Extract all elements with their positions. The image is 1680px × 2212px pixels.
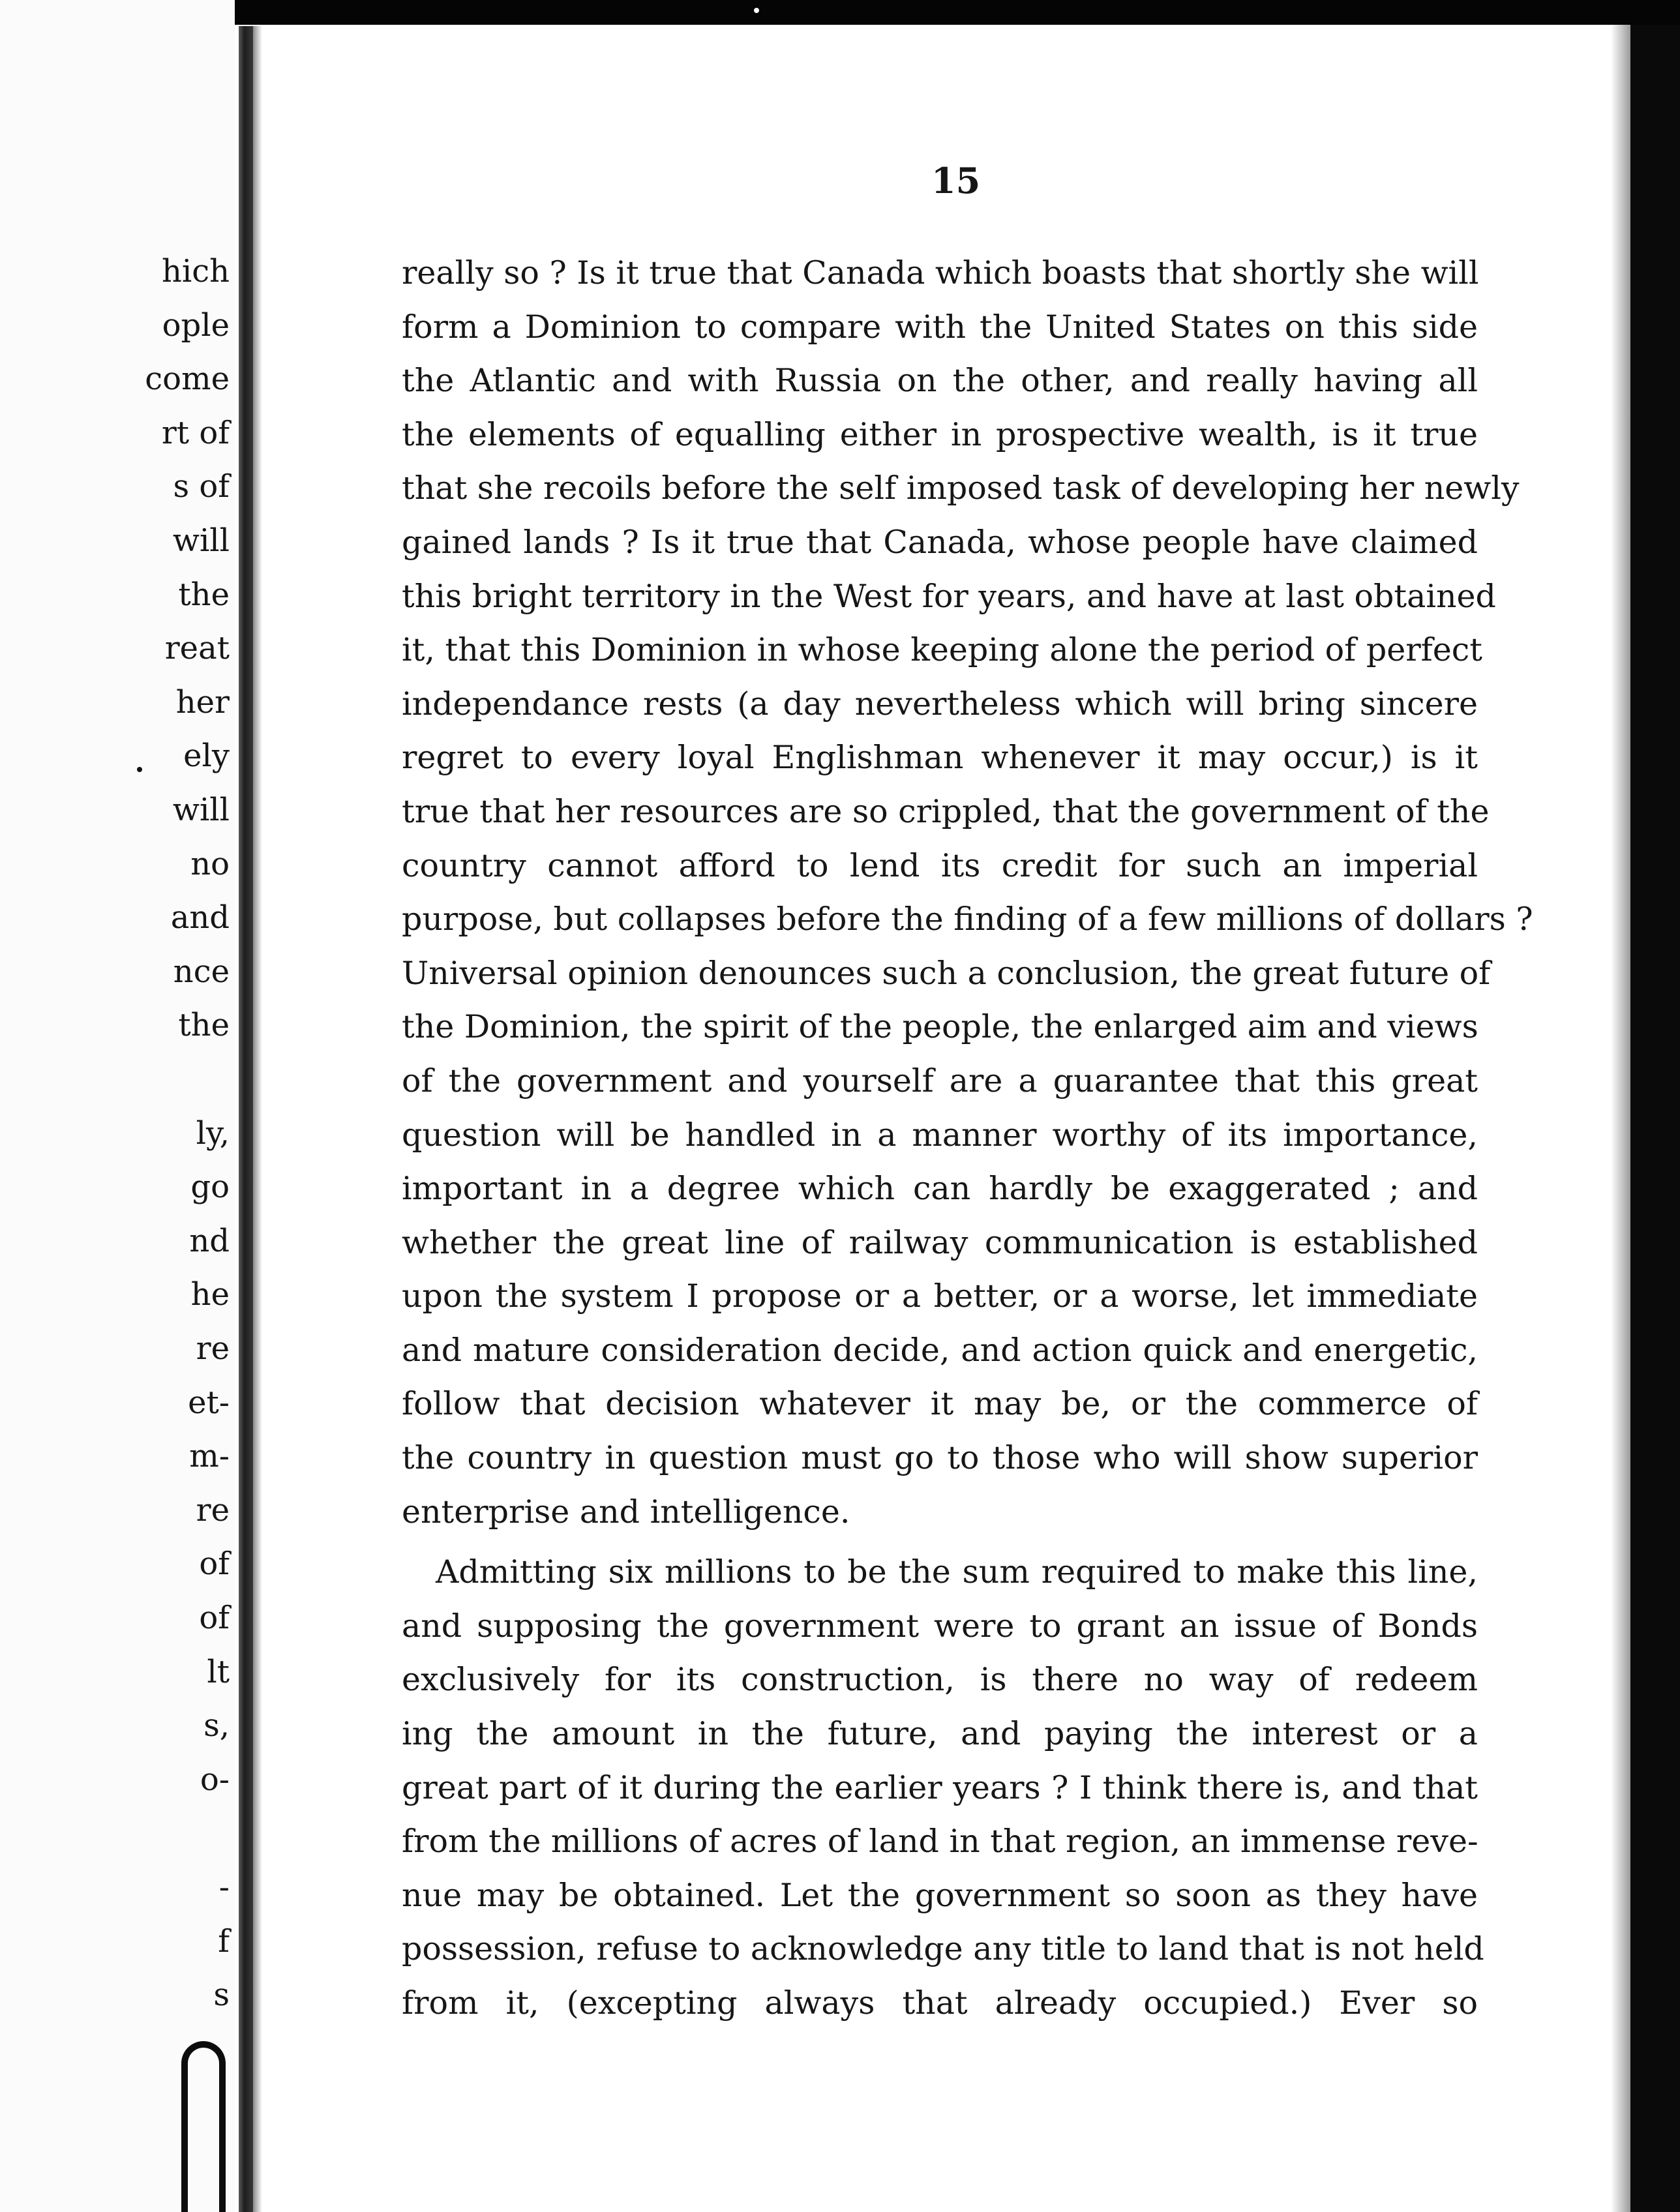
text-line: whether the great line of railway communication is established xyxy=(402,1223,1478,1261)
text-line: upon the system I propose or a better, or a worse, let immediate xyxy=(402,1278,1478,1315)
left-page-fragment: lt xyxy=(207,1653,230,1690)
text-line: it, that this Dominion in whose keeping alone the period of perfect xyxy=(402,631,1482,669)
text-line: Admitting six millions to be the sum required to make this line, xyxy=(436,1553,1478,1591)
text-line: Universal opinion denounces such a conclusion, the great future of xyxy=(402,954,1491,992)
left-page-fragment: no xyxy=(190,845,230,882)
left-page-fragment: he xyxy=(190,1276,230,1313)
left-page-fragment: her xyxy=(175,683,230,721)
left-page-fragment: s of xyxy=(173,468,230,505)
left-page-fragment: will xyxy=(172,792,230,828)
text-line: really so ? Is it true that Canada which boasts that shortly she will xyxy=(402,254,1479,291)
left-page-fragment: of xyxy=(199,1600,230,1636)
left-page-fragment: f xyxy=(218,1922,230,1960)
text-line: purpose, but collapses before the finding of a few millions of dollars ? xyxy=(402,901,1533,938)
text-line: gained lands ? Is it true that Canada, whose people have claimed xyxy=(402,523,1478,561)
text-line: of the government and yourself are a guarantee that this great xyxy=(402,1062,1478,1099)
text-line: from the millions of acres of land in that region, an immense reve- xyxy=(402,1823,1478,1861)
top-scan-edge xyxy=(235,0,1680,25)
left-page-fragment: et- xyxy=(188,1384,230,1421)
left-page-fragment: nd xyxy=(189,1222,230,1259)
left-page-fragment: s, xyxy=(203,1707,230,1744)
left-page-fragment: ople xyxy=(162,306,230,344)
text-line: important in a degree which can hardly be exaggerated ; and xyxy=(402,1170,1478,1208)
left-page-fragment: re xyxy=(196,1491,230,1529)
text-line: independance rests (a day nevertheless which will bring sincere xyxy=(402,685,1478,723)
left-page-fragment: will xyxy=(172,522,230,559)
left-page-fragment: go xyxy=(190,1169,230,1206)
text-line: the Dominion, the spirit of the people, the enlarged aim and views xyxy=(402,1008,1478,1046)
text-line: the elements of equalling either in prospective wealth, is it true xyxy=(402,415,1478,453)
text-line: question will be handled in a manner worthy of its importance, xyxy=(402,1116,1478,1154)
left-facing-page xyxy=(0,0,235,2212)
text-line: true that her resources are so crippled, that the government of the xyxy=(402,792,1490,830)
left-page-fragment: - xyxy=(218,1869,230,1906)
text-line: form a Dominion to compare with the United States on this side xyxy=(402,308,1478,346)
text-line: exclusively for its construction, is there no way of redeem xyxy=(402,1661,1478,1699)
right-page-shadow xyxy=(1611,25,1630,2212)
text-line: follow that decision whatever it may be, or the commerce of xyxy=(402,1385,1478,1423)
text-line: the country in question must go to those who will show superior xyxy=(402,1439,1478,1477)
left-page-fragment: re xyxy=(196,1330,230,1367)
text-line: this bright territory in the West for years, and have at last obtained xyxy=(402,577,1496,615)
left-page-fragment: m- xyxy=(189,1438,230,1475)
left-page-fragment: the xyxy=(178,576,230,613)
text-line: possession, refuse to acknowledge any title to land that is not held xyxy=(402,1930,1484,1968)
right-scan-edge xyxy=(1630,25,1680,2212)
text-line: regret to every loyal Englishman whenever it may occur,) is it xyxy=(402,739,1478,777)
text-line: great part of it during the earlier years ? I think there is, and that xyxy=(402,1769,1478,1806)
body-text xyxy=(402,247,1533,2031)
text-line: and supposing the government were to grant an issue of Bonds xyxy=(402,1607,1478,1645)
left-page-fragment: hich xyxy=(161,253,230,290)
left-page-fragment: the xyxy=(178,1007,230,1044)
left-page-fragment: o- xyxy=(200,1761,230,1798)
text-line: and mature consideration decide, and action quick and energetic, xyxy=(402,1331,1478,1369)
text-line: nue may be obtained. Let the government so soon as they have xyxy=(402,1876,1478,1914)
left-page-fragment: ly, xyxy=(196,1114,230,1152)
text-line: from it, (excepting always that already occupied.) Ever so xyxy=(402,1984,1478,2022)
text-line: the Atlantic and with Russia on the other, and really having all xyxy=(402,362,1478,400)
page-number: 15 xyxy=(931,160,981,202)
left-page-fragment: s xyxy=(213,1977,230,2014)
text-line: ing the amount in the future, and paying the interest or a xyxy=(402,1715,1478,1753)
left-page-fragment: reat xyxy=(164,630,230,667)
left-page-fragment: come xyxy=(145,361,230,398)
left-page-fragment: ely xyxy=(183,738,230,775)
ink-speck xyxy=(754,8,759,13)
text-line: enterprise and intelligence. xyxy=(402,1493,850,1531)
left-page-fragment: nce xyxy=(173,953,230,990)
left-page-fragment: rt of xyxy=(161,414,230,451)
binding-clip xyxy=(181,2041,226,2212)
left-page-fragment: of xyxy=(199,1546,230,1583)
paragraph-gap xyxy=(402,1539,1478,1546)
gutter-shadow xyxy=(253,26,262,2212)
ink-speck xyxy=(137,767,142,772)
text-line: that she recoils before the self imposed task of developing her newly xyxy=(402,470,1520,507)
left-page-fragment: and xyxy=(170,899,230,936)
binding-gutter xyxy=(239,26,253,2212)
text-line: country cannot afford to lend its credit for such an imperial xyxy=(402,846,1478,884)
